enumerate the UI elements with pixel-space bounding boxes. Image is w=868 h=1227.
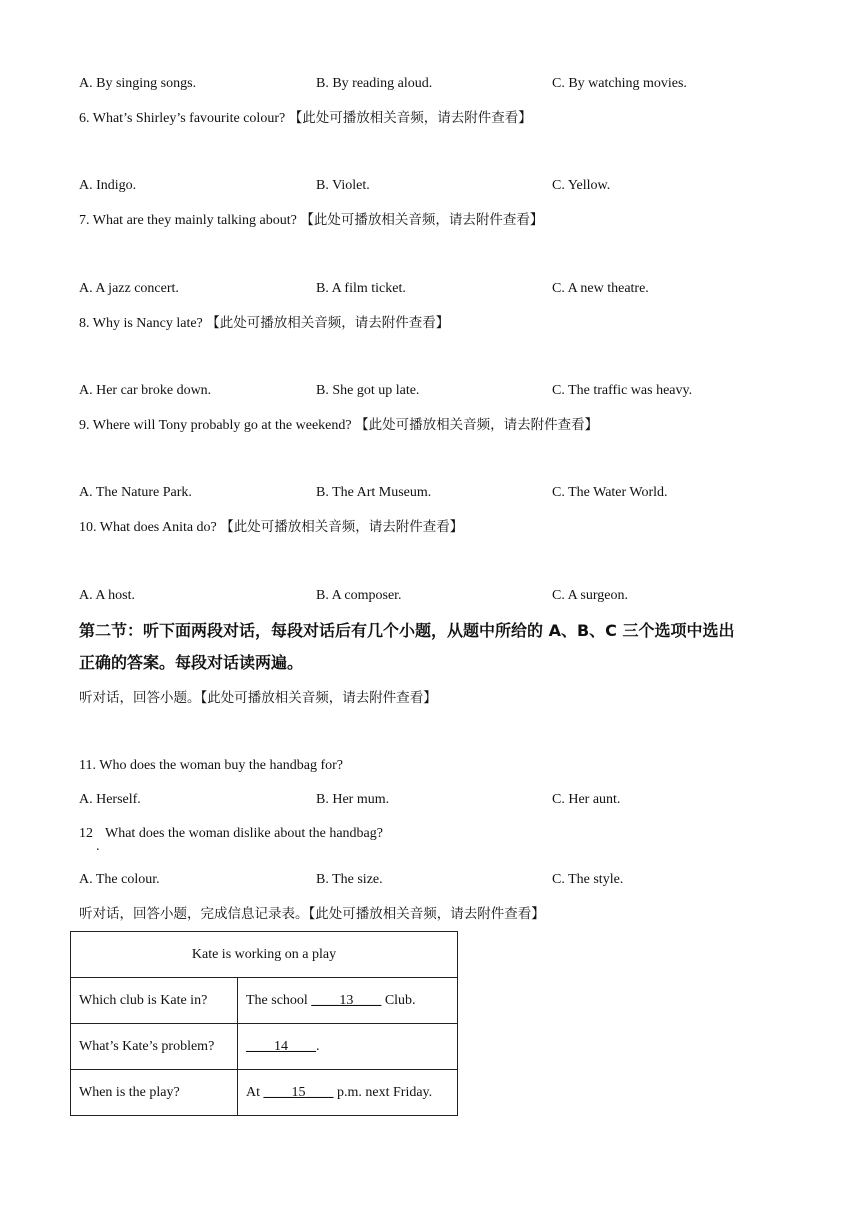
option-b: B. Violet. bbox=[316, 178, 370, 193]
question-6 bbox=[79, 109, 532, 128]
table-title: Kate is working on a play bbox=[71, 932, 458, 978]
table-row bbox=[71, 1024, 458, 1070]
section-2-line-1: 第二节：听下面两段对话，每段对话后有几个小题，从题中所给的 A、B、C 三个选项中选出 bbox=[79, 621, 735, 640]
option-a: A. A jazz concert. bbox=[79, 281, 179, 296]
option-c: C. By watching movies. bbox=[552, 76, 687, 91]
table-answer bbox=[238, 978, 458, 1024]
question-9 bbox=[79, 416, 598, 435]
option-a: A. Herself. bbox=[79, 792, 141, 807]
question-7 bbox=[79, 211, 543, 230]
option-b: B. She got up late. bbox=[316, 383, 420, 398]
question-8 bbox=[79, 314, 449, 333]
table-answer bbox=[238, 1070, 458, 1116]
info-record-table bbox=[70, 931, 458, 1116]
option-a: A. By singing songs. bbox=[79, 76, 197, 91]
question-11: 11. Who does the woman buy the handbag for? bbox=[79, 758, 343, 773]
option-b: B. A composer. bbox=[316, 588, 402, 603]
option-b: B. By reading aloud. bbox=[316, 76, 433, 91]
table-question: What’s Kate’s problem? bbox=[71, 1024, 238, 1070]
option-b: B. The Art Museum. bbox=[316, 485, 432, 500]
question-text: 6. What’s Shirley’s favourite colour? bbox=[79, 111, 286, 126]
question-10 bbox=[79, 518, 463, 537]
table-row bbox=[71, 932, 458, 978]
table-question: When is the play? bbox=[71, 1070, 238, 1116]
question-text: 9. Where will Tony probably go at the weekend? bbox=[79, 418, 352, 433]
answer-prefix: At bbox=[246, 1084, 264, 1100]
table-row bbox=[71, 978, 458, 1024]
option-c: C. A surgeon. bbox=[552, 588, 628, 603]
question-text: 7. What are they mainly talking about? bbox=[79, 213, 297, 228]
option-c: C. Her aunt. bbox=[552, 792, 621, 807]
option-c: C. Yellow. bbox=[552, 178, 611, 193]
option-a: A. Indigo. bbox=[79, 178, 137, 193]
option-c: C. The Water World. bbox=[552, 485, 668, 500]
option-b: B. Her mum. bbox=[316, 792, 390, 807]
option-b: B. The size. bbox=[316, 872, 383, 887]
blank-14: ____14____ bbox=[246, 1038, 316, 1054]
dialog-1-instruction: 听对话，回答小题。【此处可播放相关音频，请去附件查看】 bbox=[79, 690, 437, 706]
option-a: A. Her car broke down. bbox=[79, 383, 212, 398]
dialog-2-instruction: 听对话，回答小题，完成信息记录表。【此处可播放相关音频，请去附件查看】 bbox=[79, 906, 545, 922]
answer-suffix: Club. bbox=[381, 992, 416, 1008]
audio-note: 【此处可播放相关音频，请去附件查看】 bbox=[288, 110, 532, 126]
answer-suffix: . bbox=[316, 1038, 320, 1054]
option-b: B. A film ticket. bbox=[316, 281, 406, 296]
table-question: Which club is Kate in? bbox=[71, 978, 238, 1024]
answer-suffix: p.m. next Friday. bbox=[333, 1084, 433, 1100]
question-text: 10. What does Anita do? bbox=[79, 520, 217, 535]
option-c: C. A new theatre. bbox=[552, 281, 649, 296]
option-a: A. A host. bbox=[79, 588, 136, 603]
audio-note: 【此处可播放相关音频，请去附件查看】 bbox=[206, 315, 450, 331]
audio-note: 【此处可播放相关音频，请去附件查看】 bbox=[300, 212, 544, 228]
question-12-dot: . bbox=[96, 839, 100, 854]
blank-13: ____13____ bbox=[311, 992, 382, 1008]
section-2-heading bbox=[79, 615, 819, 679]
table-row bbox=[71, 1070, 458, 1116]
table-answer bbox=[238, 1024, 458, 1070]
option-a: A. The colour. bbox=[79, 872, 160, 887]
option-c: C. The traffic was heavy. bbox=[552, 383, 693, 398]
question-12-text: What does the woman dislike about the handbag? bbox=[105, 826, 383, 841]
audio-note: 【此处可播放相关音频，请去附件查看】 bbox=[355, 417, 599, 433]
blank-15: ____15____ bbox=[263, 1084, 334, 1100]
option-a: A. The Nature Park. bbox=[79, 485, 192, 500]
answer-prefix: The school bbox=[246, 992, 312, 1008]
question-12-number: 12 bbox=[79, 826, 93, 841]
question-text: 8. Why is Nancy late? bbox=[79, 316, 203, 331]
option-c: C. The style. bbox=[552, 872, 624, 887]
section-2-line-2: 正确的答案。每段对话读两遍。 bbox=[79, 653, 304, 672]
audio-note: 【此处可播放相关音频，请去附件查看】 bbox=[220, 519, 464, 535]
